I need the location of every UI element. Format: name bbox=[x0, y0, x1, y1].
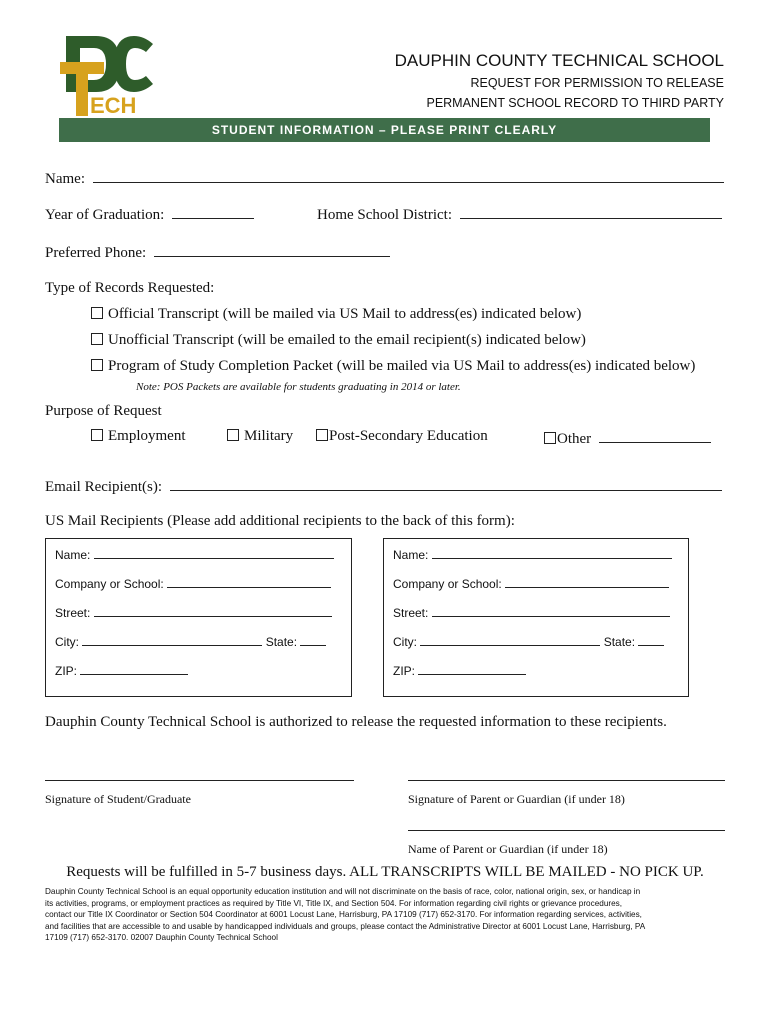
year-label: Year of Graduation: bbox=[45, 207, 165, 223]
record-option-label: Program of Study Completion Packet (will be mailed via US Mail to address(es) indicated below) bbox=[108, 358, 696, 374]
mail-heading: US Mail Recipients (Please add additional recipients to the back of this form): bbox=[45, 513, 515, 529]
recipient2-zip-line[interactable] bbox=[418, 663, 526, 675]
student-signature-label: Signature of Student/Graduate bbox=[45, 792, 191, 806]
parent-name-line[interactable] bbox=[408, 830, 725, 831]
recipient-name-label: Name: bbox=[55, 548, 91, 562]
recipient2-name-row bbox=[393, 547, 672, 562]
purpose-option-label: Employment bbox=[108, 428, 186, 444]
recipient2-city-line[interactable] bbox=[420, 634, 600, 646]
record-option-label: Unofficial Transcript (will be emailed to the email recipient(s) indicated below) bbox=[108, 332, 586, 348]
phone-input-line[interactable] bbox=[154, 242, 390, 257]
purpose-heading: Purpose of Request bbox=[45, 403, 162, 419]
purpose-option-label: Military bbox=[244, 428, 294, 444]
recipient-company-label: Company or School: bbox=[55, 577, 164, 591]
record-option-pos-packet[interactable] bbox=[91, 358, 695, 375]
pos-note: Note: POS Packets are available for students graduating in 2014 or later. bbox=[136, 381, 461, 393]
name-label: Name: bbox=[45, 171, 85, 187]
district-label: Home School District: bbox=[317, 207, 452, 223]
parent-signature-label: Signature of Parent or Guardian (if under 18) bbox=[408, 792, 625, 806]
recipient1-zip-row bbox=[55, 663, 188, 678]
section-banner bbox=[59, 118, 710, 142]
checkbox-employment[interactable] bbox=[91, 429, 103, 441]
section-banner-text: STUDENT INFORMATION – PLEASE PRINT CLEARLY bbox=[211, 123, 558, 137]
form-title-line2: PERMANENT SCHOOL RECORD TO THIRD PARTY bbox=[426, 96, 724, 110]
recipient1-company-row bbox=[55, 576, 331, 591]
parent-name-label: Name of Parent or Guardian (if under 18) bbox=[408, 842, 608, 856]
school-name: DAUPHIN COUNTY TECHNICAL SCHOOL bbox=[394, 51, 724, 70]
purpose-option-other[interactable] bbox=[544, 428, 711, 448]
checkbox-other[interactable] bbox=[544, 432, 556, 444]
recipient1-city-line[interactable] bbox=[82, 634, 262, 646]
recipient-zip-label: ZIP: bbox=[393, 664, 416, 678]
recipient1-street-row bbox=[55, 605, 332, 620]
mail-recipient-box-1 bbox=[45, 538, 352, 697]
recipient-name-label: Name: bbox=[393, 548, 429, 562]
year-input-line[interactable] bbox=[172, 204, 254, 219]
recipient2-street-row bbox=[393, 605, 670, 620]
checkbox-pos-packet[interactable] bbox=[91, 359, 103, 371]
recipient2-zip-row bbox=[393, 663, 526, 678]
records-heading: Type of Records Requested: bbox=[45, 280, 215, 296]
disclaimer-line: Dauphin County Technical School is an equal opportunity education institution and will not discriminate on the basis of race, color, national origin, sex, or handicap in bbox=[45, 887, 641, 896]
purpose-option-postsecondary[interactable] bbox=[316, 428, 488, 445]
record-option-unofficial[interactable] bbox=[91, 332, 586, 349]
record-option-official[interactable] bbox=[91, 306, 581, 323]
disclaimer-line: its activities, programs, or employment practices as required by Title VI, Title IX, and Section 504. For information regarding civil rights or grievance procedures, bbox=[45, 898, 623, 908]
recipient2-state-line[interactable] bbox=[638, 634, 664, 646]
school-logo bbox=[58, 32, 158, 120]
fulfillment-notice: Requests will be fulfilled in 5-7 business days. ALL TRANSCRIPTS WILL BE MAILED - NO PICK UP. bbox=[66, 864, 704, 880]
disclaimer-line: and facilities that are accessible to and usable by handicapped individuals and groups, please contact the Administrative Director at 6001 Locust Lane, Harrisburg, PA bbox=[45, 921, 646, 931]
recipient1-name-row bbox=[55, 547, 334, 562]
recipient-zip-label: ZIP: bbox=[55, 664, 78, 678]
form-title-line1: REQUEST FOR PERMISSION TO RELEASE bbox=[470, 76, 724, 90]
disclaimer-line: 17109 (717) 652-3170. 02007 Dauphin County Technical School bbox=[45, 933, 278, 943]
year-field-row bbox=[45, 204, 254, 224]
email-label: Email Recipient(s): bbox=[45, 479, 163, 495]
parent-signature-line[interactable] bbox=[408, 780, 725, 781]
recipient1-name-line[interactable] bbox=[94, 547, 334, 559]
recipient-company-label: Company or School: bbox=[393, 577, 502, 591]
recipient2-company-line[interactable] bbox=[505, 576, 669, 588]
recipient2-name-line[interactable] bbox=[432, 547, 672, 559]
district-field-row bbox=[317, 204, 722, 224]
checkbox-post-secondary[interactable] bbox=[316, 429, 328, 441]
recipient-state-label: State: bbox=[265, 635, 298, 649]
recipient-street-label: Street: bbox=[55, 606, 91, 620]
purpose-option-military[interactable] bbox=[227, 428, 293, 445]
checkbox-official-transcript[interactable] bbox=[91, 307, 103, 319]
checkbox-unofficial-transcript[interactable] bbox=[91, 333, 103, 345]
purpose-option-employment[interactable] bbox=[91, 428, 186, 445]
email-input-line[interactable] bbox=[170, 476, 722, 491]
student-signature-line[interactable] bbox=[45, 780, 354, 781]
recipient-state-label: State: bbox=[603, 635, 636, 649]
name-input-line[interactable] bbox=[93, 168, 724, 183]
recipient1-city-row bbox=[55, 634, 326, 649]
phone-label: Preferred Phone: bbox=[45, 245, 147, 261]
recipient-city-label: City: bbox=[393, 635, 417, 649]
district-input-line[interactable] bbox=[460, 204, 722, 219]
recipient-street-label: Street: bbox=[393, 606, 429, 620]
recipient2-street-line[interactable] bbox=[432, 605, 670, 617]
recipient1-street-line[interactable] bbox=[94, 605, 332, 617]
other-input-line[interactable] bbox=[599, 428, 711, 443]
recipient1-zip-line[interactable] bbox=[80, 663, 188, 675]
equal-opportunity-disclaimer bbox=[45, 886, 735, 944]
checkbox-military[interactable] bbox=[227, 429, 239, 441]
logo-word: ECH bbox=[90, 93, 137, 118]
purpose-option-label: Post-Secondary Education bbox=[329, 428, 488, 444]
recipient1-company-line[interactable] bbox=[167, 576, 331, 588]
recipient1-state-line[interactable] bbox=[300, 634, 326, 646]
email-field-row bbox=[45, 476, 722, 496]
name-field-row bbox=[45, 168, 724, 188]
disclaimer-line: contact our Title IX Coordinator or Section 504 Coordinator at 6001 Locust Lane, Harrisburg, PA 17109 (717) 652-3170. For information regarding services, activities, bbox=[45, 910, 642, 920]
purpose-option-label: Other bbox=[557, 431, 592, 447]
recipient2-city-row bbox=[393, 634, 664, 649]
mail-recipient-box-2 bbox=[383, 538, 689, 697]
phone-field-row bbox=[45, 242, 390, 262]
authorization-statement: Dauphin County Technical School is authorized to release the requested information to these recipients. bbox=[45, 714, 667, 730]
recipient2-company-row bbox=[393, 576, 669, 591]
recipient-city-label: City: bbox=[55, 635, 79, 649]
record-option-label: Official Transcript (will be mailed via US Mail to address(es) indicated below) bbox=[108, 306, 582, 322]
